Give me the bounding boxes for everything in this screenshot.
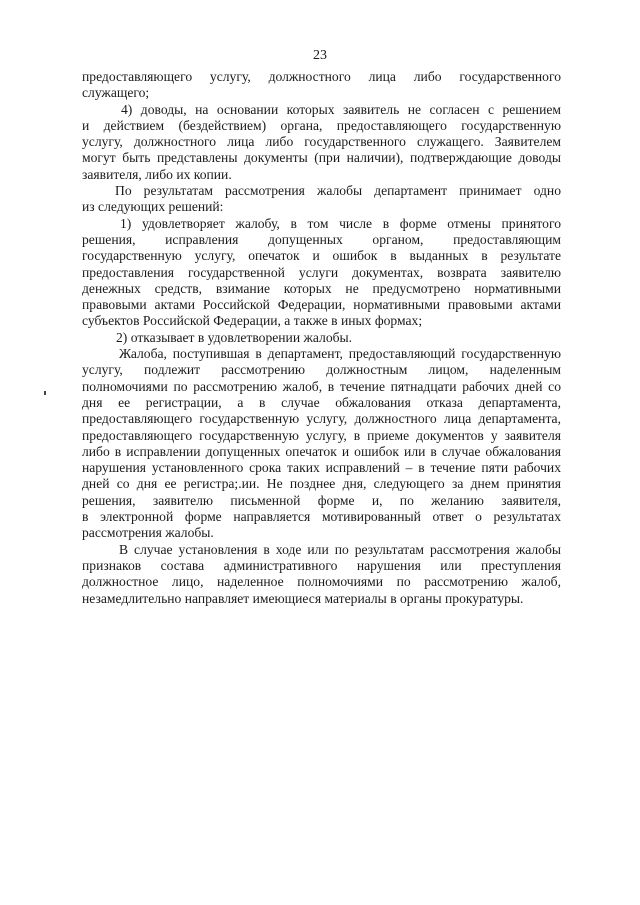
text-line: в электронной форме направляется мотивированный ответ о результатах — [82, 509, 561, 525]
text-line: и действием (бездействием) органа, предоставляющего государственную — [82, 117, 561, 133]
text-line: могут быть представлены документы (при наличии), подтверждающие доводы — [82, 150, 561, 166]
text-line: государственную услугу, опечаток и ошибок в выданных в результате — [82, 248, 561, 264]
text-line: предоставляющего государственную услугу, в приеме документов у заявителя — [82, 427, 561, 443]
decision-2-line: 2) отказывает в удовлетворении жалобы. — [116, 329, 353, 345]
page-number: 23 — [313, 48, 327, 63]
text-line: предоставляющего государственную услугу, должностного лица департамента, — [82, 411, 561, 427]
text-line: полномочиями по рассмотрению жалоб, в течение пятнадцати рабочих дней со — [82, 378, 561, 394]
text-line: заявителя, либо их копии. — [82, 166, 232, 182]
text-line: предоставления государственной услуги документах, возврата заявителю — [82, 264, 561, 280]
text-line: решения, исправления допущенных органом, предоставляющим — [82, 231, 561, 247]
margin-mark — [44, 391, 46, 395]
text-line: нарушения установленного срока таких исправлений – в течение пяти рабочих — [82, 460, 561, 476]
text-line: дней со дня ее регистра;.ии. Не позднее дня, следующего за днем принятия — [82, 476, 561, 492]
text-line: признаков состава административного нарушения или преступления — [82, 557, 561, 573]
text-line: решения, заявителю письменной форме и, по желанию заявителя, — [82, 492, 561, 508]
violation-paragraph-line: В случае установления в ходе или по результатам рассмотрения жалобы — [119, 541, 561, 557]
paragraph-4-line: 4) доводы, на основании которых заявитель не согласен с решением — [121, 101, 561, 117]
text-line: незамедлительно направляет имеющиеся материалы в органы прокуратуры. — [82, 590, 524, 606]
text-line: услугу, должностного лица либо государственного служащего. Заявителем — [82, 134, 561, 150]
text-line: должностное лицо, наделенное полномочиями по рассмотрению жалоб, — [82, 574, 561, 590]
text-line: дня ее регистрации, а в случае обжалования отказа департамента, — [82, 394, 561, 410]
text-line: либо в исправлении допущенных опечаток и ошибок или в случае обжалования — [82, 443, 561, 459]
text-line: служащего; — [82, 85, 150, 101]
text-line: услугу, подлежит рассмотрению должностным лицом, наделенным — [82, 362, 561, 378]
text-line: предоставляющего услугу, должностного лица либо государственного — [82, 69, 561, 84]
text-line: рассмотрения жалобы. — [82, 525, 214, 541]
decisions-intro-line: По результатам рассмотрения жалобы департамент принимает одно — [115, 183, 561, 199]
complaint-paragraph-line: Жалоба, поступившая в департамент, предоставляющий государственную — [119, 346, 561, 362]
document-body — [82, 69, 561, 607]
text-line: субъектов Российской Федерации, а также в иных формах; — [82, 313, 423, 329]
text-line: из следующих решений: — [82, 199, 224, 215]
text-line: денежных средств, взимание которых не предусмотрено нормативными — [82, 280, 561, 296]
text-line: правовыми актами Российской Федерации, нормативными правовыми актами — [82, 297, 561, 313]
decision-1-line: 1) удовлетворяет жалобу, в том числе в форме отмены принятого — [120, 215, 561, 231]
